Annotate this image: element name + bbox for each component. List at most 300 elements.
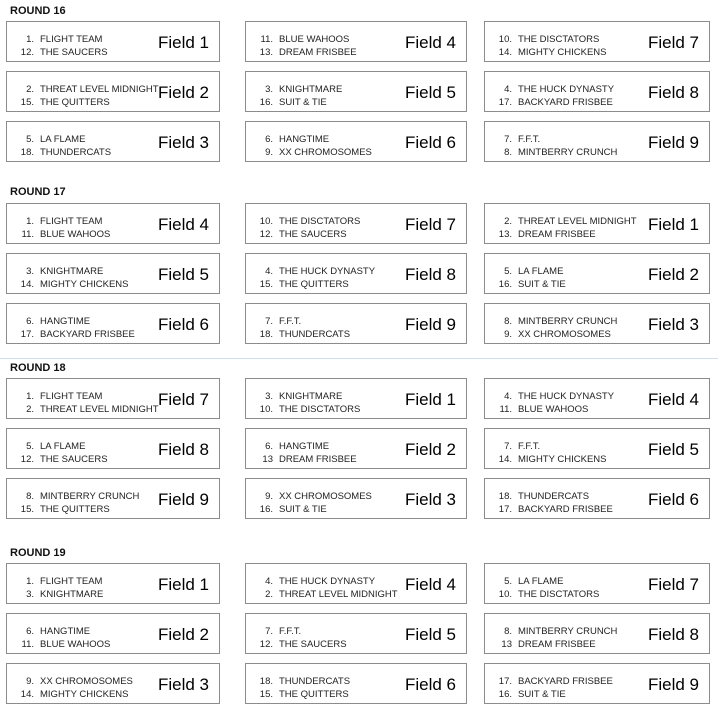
- team-seed: 17.: [498, 676, 512, 687]
- team-seed: 11.: [499, 404, 512, 415]
- match-card: [484, 203, 710, 244]
- team-line: [494, 675, 613, 688]
- team-line: [494, 688, 613, 701]
- field-label: Field 1: [647, 215, 699, 234]
- match-card: [484, 253, 710, 294]
- match-teams: [494, 265, 566, 291]
- field-label: Field 2: [157, 83, 209, 102]
- team-seed: 10.: [259, 216, 273, 227]
- team-seed: 16.: [498, 279, 512, 290]
- match-card: [245, 378, 467, 419]
- team-name: XX CHROMOSOMES: [279, 147, 372, 158]
- match-teams: [16, 390, 159, 416]
- team-line: [494, 278, 566, 291]
- team-seed: 9.: [265, 491, 273, 502]
- team-line: [16, 503, 139, 516]
- match-card: [6, 428, 220, 469]
- team-line: [16, 328, 135, 341]
- team-name: HANGTIME: [40, 626, 91, 637]
- team-line: [16, 390, 159, 403]
- round-title: ROUND 19: [10, 547, 66, 559]
- team-name: MINTBERRY CRUNCH: [518, 316, 618, 327]
- field-label: Field 8: [647, 83, 699, 102]
- match-card: [484, 613, 710, 654]
- team-name: MINTBERRY CRUNCH: [518, 147, 618, 158]
- team-name: BLUE WAHOOS: [40, 229, 111, 240]
- team-line: [16, 315, 135, 328]
- match-card: [484, 378, 710, 419]
- team-name: THREAT LEVEL MIDNIGHT: [40, 404, 159, 415]
- match-teams: [255, 490, 372, 516]
- team-name: XX CHROMOSOMES: [40, 676, 133, 687]
- match-teams: [255, 575, 398, 601]
- team-line: [255, 575, 398, 588]
- match-teams: [16, 83, 159, 109]
- match-card: [6, 478, 220, 519]
- team-line: [494, 503, 613, 516]
- team-line: [16, 575, 103, 588]
- match-card: [245, 71, 467, 112]
- team-seed: 12.: [259, 639, 273, 650]
- team-seed: 5.: [26, 441, 34, 452]
- team-line: [494, 588, 599, 601]
- match-teams: [494, 33, 607, 59]
- field-label: Field 2: [404, 440, 456, 459]
- match-teams: [494, 575, 599, 601]
- team-name: SUIT & TIE: [279, 97, 327, 108]
- team-name: THE DISCTATORS: [518, 34, 600, 45]
- team-seed: 13.: [259, 47, 273, 58]
- match-teams: [494, 390, 614, 416]
- team-line: [255, 215, 360, 228]
- team-seed: 9.: [265, 147, 273, 158]
- field-label: Field 4: [647, 390, 699, 409]
- section-divider: [0, 358, 718, 359]
- team-seed: 11.: [260, 34, 273, 45]
- team-name: MINTBERRY CRUNCH: [518, 626, 618, 637]
- team-name: XX CHROMOSOMES: [279, 491, 372, 502]
- team-name: XX CHROMOSOMES: [518, 329, 611, 340]
- team-line: [494, 133, 617, 146]
- team-seed: 10.: [259, 404, 273, 415]
- team-line: [16, 688, 133, 701]
- team-line: [494, 575, 599, 588]
- team-seed: 2.: [265, 589, 273, 600]
- match-card: [245, 203, 467, 244]
- team-seed: 10.: [498, 589, 512, 600]
- team-name: BLUE WAHOOS: [518, 404, 589, 415]
- match-card: [484, 21, 710, 62]
- team-line: [494, 228, 637, 241]
- team-name: KNIGHTMARE: [40, 266, 104, 277]
- match-teams: [16, 33, 108, 59]
- match-teams: [255, 83, 342, 109]
- match-teams: [494, 490, 613, 516]
- match-card: [245, 563, 467, 604]
- field-label: Field 6: [157, 315, 209, 334]
- team-line: [494, 96, 614, 109]
- team-line: [494, 315, 617, 328]
- match-teams: [255, 625, 347, 651]
- match-card: [484, 303, 710, 344]
- team-name: F.F.T.: [279, 316, 302, 327]
- field-label: Field 8: [157, 440, 209, 459]
- match-teams: [16, 675, 133, 701]
- team-name: KNIGHTMARE: [279, 391, 343, 402]
- team-name: F.F.T.: [518, 441, 541, 452]
- team-line: [255, 228, 360, 241]
- team-seed: 7.: [504, 441, 512, 452]
- team-name: THUNDERCATS: [518, 491, 590, 502]
- field-label: Field 9: [157, 490, 209, 509]
- team-line: [255, 133, 372, 146]
- field-label: Field 7: [404, 215, 456, 234]
- team-seed: 7.: [265, 316, 273, 327]
- match-card: [6, 663, 220, 704]
- team-seed: 18.: [259, 329, 273, 340]
- team-seed: 12.: [20, 47, 34, 58]
- round-title: ROUND 16: [10, 5, 66, 17]
- team-seed: 17.: [498, 504, 512, 515]
- team-name: THE HUCK DYNASTY: [279, 266, 376, 277]
- team-seed: 17.: [20, 329, 34, 340]
- field-label: Field 7: [157, 390, 209, 409]
- team-seed: 6.: [265, 134, 273, 145]
- team-seed: 3.: [265, 391, 273, 402]
- team-line: [494, 638, 617, 651]
- team-name: LA FLAME: [518, 576, 564, 587]
- team-line: [255, 146, 372, 159]
- field-label: Field 7: [647, 33, 699, 52]
- round-title: ROUND 17: [10, 186, 66, 198]
- team-line: [16, 490, 139, 503]
- team-seed: 8.: [504, 147, 512, 158]
- team-seed: 18.: [498, 491, 512, 502]
- field-label: Field 9: [404, 315, 456, 334]
- team-name: F.F.T.: [279, 626, 302, 637]
- team-line: [16, 33, 108, 46]
- team-seed: 4.: [265, 266, 273, 277]
- field-label: Field 1: [157, 575, 209, 594]
- team-line: [255, 33, 357, 46]
- match-teams: [16, 315, 135, 341]
- round-title: ROUND 18: [10, 362, 66, 374]
- team-line: [255, 675, 350, 688]
- team-name: THE QUITTERS: [279, 279, 349, 290]
- team-line: [16, 403, 159, 416]
- team-seed: 5.: [26, 134, 34, 145]
- team-line: [494, 46, 607, 59]
- team-line: [16, 46, 108, 59]
- team-line: [494, 440, 607, 453]
- team-seed: 7.: [504, 134, 512, 145]
- team-line: [494, 403, 614, 416]
- team-line: [16, 228, 110, 241]
- team-name: DREAM FRISBEE: [279, 454, 357, 465]
- team-seed: 2.: [26, 84, 34, 95]
- team-line: [16, 133, 111, 146]
- team-seed: 16.: [259, 97, 273, 108]
- team-seed: 2.: [504, 216, 512, 227]
- match-card: [245, 428, 467, 469]
- match-card: [484, 663, 710, 704]
- team-line: [494, 215, 637, 228]
- team-seed: 14.: [20, 689, 34, 700]
- field-label: Field 3: [404, 490, 456, 509]
- team-name: FLIGHT TEAM: [40, 34, 103, 45]
- match-teams: [255, 215, 360, 241]
- match-card: [245, 478, 467, 519]
- team-seed: 5.: [504, 266, 512, 277]
- team-line: [255, 440, 357, 453]
- team-seed: 13: [501, 639, 512, 650]
- match-card: [484, 563, 710, 604]
- team-seed: 16.: [498, 689, 512, 700]
- team-line: [255, 265, 375, 278]
- match-card: [484, 428, 710, 469]
- field-label: Field 4: [157, 215, 209, 234]
- team-name: THE SAUCERS: [279, 229, 347, 240]
- team-name: BACKYARD FRISBEE: [518, 97, 613, 108]
- team-name: THE SAUCERS: [40, 454, 108, 465]
- team-line: [255, 328, 350, 341]
- team-name: LA FLAME: [40, 134, 86, 145]
- team-line: [255, 403, 360, 416]
- team-seed: 8.: [504, 316, 512, 327]
- team-name: THE DISCTATORS: [279, 404, 361, 415]
- match-card: [6, 378, 220, 419]
- team-name: THUNDERCATS: [40, 147, 112, 158]
- team-name: HANGTIME: [279, 441, 330, 452]
- team-name: BLUE WAHOOS: [40, 639, 111, 650]
- field-label: Field 5: [157, 265, 209, 284]
- team-name: THE HUCK DYNASTY: [518, 391, 615, 402]
- team-seed: 4.: [504, 391, 512, 402]
- team-name: BLUE WAHOOS: [279, 34, 350, 45]
- team-line: [16, 146, 111, 159]
- team-line: [494, 83, 614, 96]
- field-label: Field 6: [647, 490, 699, 509]
- team-seed: 11.: [21, 229, 34, 240]
- match-card: [6, 203, 220, 244]
- team-name: BACKYARD FRISBEE: [518, 676, 613, 687]
- team-line: [255, 315, 350, 328]
- team-line: [494, 625, 617, 638]
- field-label: Field 3: [647, 315, 699, 334]
- team-name: THE DISCTATORS: [279, 216, 361, 227]
- team-seed: 17.: [498, 97, 512, 108]
- team-seed: 11.: [21, 639, 34, 650]
- field-label: Field 1: [404, 390, 456, 409]
- team-line: [16, 588, 103, 601]
- team-seed: 12.: [259, 229, 273, 240]
- field-label: Field 6: [404, 133, 456, 152]
- team-line: [255, 638, 347, 651]
- team-line: [16, 215, 110, 228]
- team-seed: 1.: [26, 391, 34, 402]
- team-line: [255, 453, 357, 466]
- team-seed: 4.: [265, 576, 273, 587]
- team-line: [16, 675, 133, 688]
- team-line: [16, 83, 159, 96]
- match-card: [245, 663, 467, 704]
- team-seed: 14.: [498, 454, 512, 465]
- team-name: LA FLAME: [518, 266, 564, 277]
- match-card: [6, 71, 220, 112]
- match-card: [6, 121, 220, 162]
- team-line: [255, 46, 357, 59]
- match-teams: [255, 33, 357, 59]
- team-seed: 16.: [259, 504, 273, 515]
- match-card: [484, 71, 710, 112]
- team-seed: 14.: [498, 47, 512, 58]
- team-name: F.F.T.: [518, 134, 541, 145]
- match-teams: [494, 215, 637, 241]
- field-label: Field 6: [404, 675, 456, 694]
- match-teams: [255, 440, 357, 466]
- team-seed: 7.: [265, 626, 273, 637]
- field-label: Field 5: [647, 440, 699, 459]
- team-line: [494, 490, 613, 503]
- team-seed: 15.: [20, 97, 34, 108]
- team-seed: 13: [262, 454, 273, 465]
- field-label: Field 4: [404, 575, 456, 594]
- match-card: [6, 613, 220, 654]
- team-name: FLIGHT TEAM: [40, 576, 103, 587]
- team-seed: 15.: [20, 504, 34, 515]
- team-seed: 2.: [26, 404, 34, 415]
- field-label: Field 2: [647, 265, 699, 284]
- team-seed: 14.: [20, 279, 34, 290]
- team-seed: 6.: [265, 441, 273, 452]
- team-name: BACKYARD FRISBEE: [518, 504, 613, 515]
- team-seed: 18.: [259, 676, 273, 687]
- team-name: THREAT LEVEL MIDNIGHT: [279, 589, 398, 600]
- field-label: Field 9: [647, 133, 699, 152]
- team-name: THREAT LEVEL MIDNIGHT: [518, 216, 637, 227]
- match-teams: [494, 675, 613, 701]
- match-teams: [494, 315, 617, 341]
- team-name: THE HUCK DYNASTY: [279, 576, 376, 587]
- team-seed: 1.: [26, 576, 34, 587]
- team-seed: 15.: [259, 279, 273, 290]
- team-seed: 9.: [26, 676, 34, 687]
- team-seed: 1.: [26, 34, 34, 45]
- team-name: THREAT LEVEL MIDNIGHT: [40, 84, 159, 95]
- match-teams: [255, 390, 360, 416]
- team-line: [16, 440, 108, 453]
- match-card: [245, 303, 467, 344]
- field-label: Field 5: [404, 625, 456, 644]
- team-name: SUIT & TIE: [279, 504, 327, 515]
- team-name: THE SAUCERS: [279, 639, 347, 650]
- field-label: Field 7: [647, 575, 699, 594]
- team-line: [255, 390, 360, 403]
- match-card: [245, 253, 467, 294]
- team-seed: 9.: [504, 329, 512, 340]
- team-name: THE QUITTERS: [40, 504, 110, 515]
- match-card: [484, 121, 710, 162]
- team-line: [255, 83, 342, 96]
- team-line: [16, 638, 110, 651]
- field-label: Field 8: [404, 265, 456, 284]
- team-name: FLIGHT TEAM: [40, 391, 103, 402]
- team-name: MIGHTY CHICKENS: [40, 689, 129, 700]
- field-label: Field 4: [404, 33, 456, 52]
- team-name: THE DISCTATORS: [518, 589, 600, 600]
- match-teams: [494, 133, 617, 159]
- team-name: BACKYARD FRISBEE: [40, 329, 135, 340]
- team-seed: 3.: [26, 589, 34, 600]
- team-seed: 8.: [504, 626, 512, 637]
- team-seed: 5.: [504, 576, 512, 587]
- team-line: [494, 390, 614, 403]
- team-name: THE QUITTERS: [40, 97, 110, 108]
- match-teams: [16, 133, 111, 159]
- match-teams: [16, 215, 110, 241]
- team-line: [494, 146, 617, 159]
- team-seed: 13.: [498, 229, 512, 240]
- team-name: LA FLAME: [40, 441, 86, 452]
- field-label: Field 2: [157, 625, 209, 644]
- team-name: DREAM FRISBEE: [279, 47, 357, 58]
- match-card: [6, 563, 220, 604]
- team-name: MIGHTY CHICKENS: [518, 454, 607, 465]
- team-line: [255, 490, 372, 503]
- match-teams: [16, 490, 139, 516]
- match-card: [484, 478, 710, 519]
- team-line: [494, 453, 607, 466]
- team-line: [255, 588, 398, 601]
- match-card: [6, 303, 220, 344]
- match-card: [245, 613, 467, 654]
- field-label: Field 8: [647, 625, 699, 644]
- team-name: THUNDERCATS: [279, 676, 351, 687]
- team-name: FLIGHT TEAM: [40, 216, 103, 227]
- team-line: [255, 96, 342, 109]
- field-label: Field 3: [157, 133, 209, 152]
- team-name: MIGHTY CHICKENS: [518, 47, 607, 58]
- team-seed: 3.: [26, 266, 34, 277]
- team-line: [494, 33, 607, 46]
- team-line: [255, 625, 347, 638]
- team-line: [16, 453, 108, 466]
- match-card: [6, 253, 220, 294]
- team-line: [16, 265, 129, 278]
- team-name: DREAM FRISBEE: [518, 639, 596, 650]
- team-seed: 6.: [26, 626, 34, 637]
- team-name: SUIT & TIE: [518, 279, 566, 290]
- team-name: THE QUITTERS: [279, 689, 349, 700]
- match-card: [6, 21, 220, 62]
- field-label: Field 5: [404, 83, 456, 102]
- team-line: [255, 278, 375, 291]
- team-name: KNIGHTMARE: [279, 84, 343, 95]
- match-teams: [16, 440, 108, 466]
- team-line: [16, 96, 159, 109]
- team-seed: 15.: [259, 689, 273, 700]
- team-name: KNIGHTMARE: [40, 589, 104, 600]
- team-name: HANGTIME: [40, 316, 91, 327]
- field-label: Field 3: [157, 675, 209, 694]
- team-name: THE HUCK DYNASTY: [518, 84, 615, 95]
- match-teams: [16, 575, 103, 601]
- match-card: [245, 121, 467, 162]
- team-seed: 12.: [20, 454, 34, 465]
- field-label: Field 1: [157, 33, 209, 52]
- team-name: HANGTIME: [279, 134, 330, 145]
- match-teams: [255, 265, 375, 291]
